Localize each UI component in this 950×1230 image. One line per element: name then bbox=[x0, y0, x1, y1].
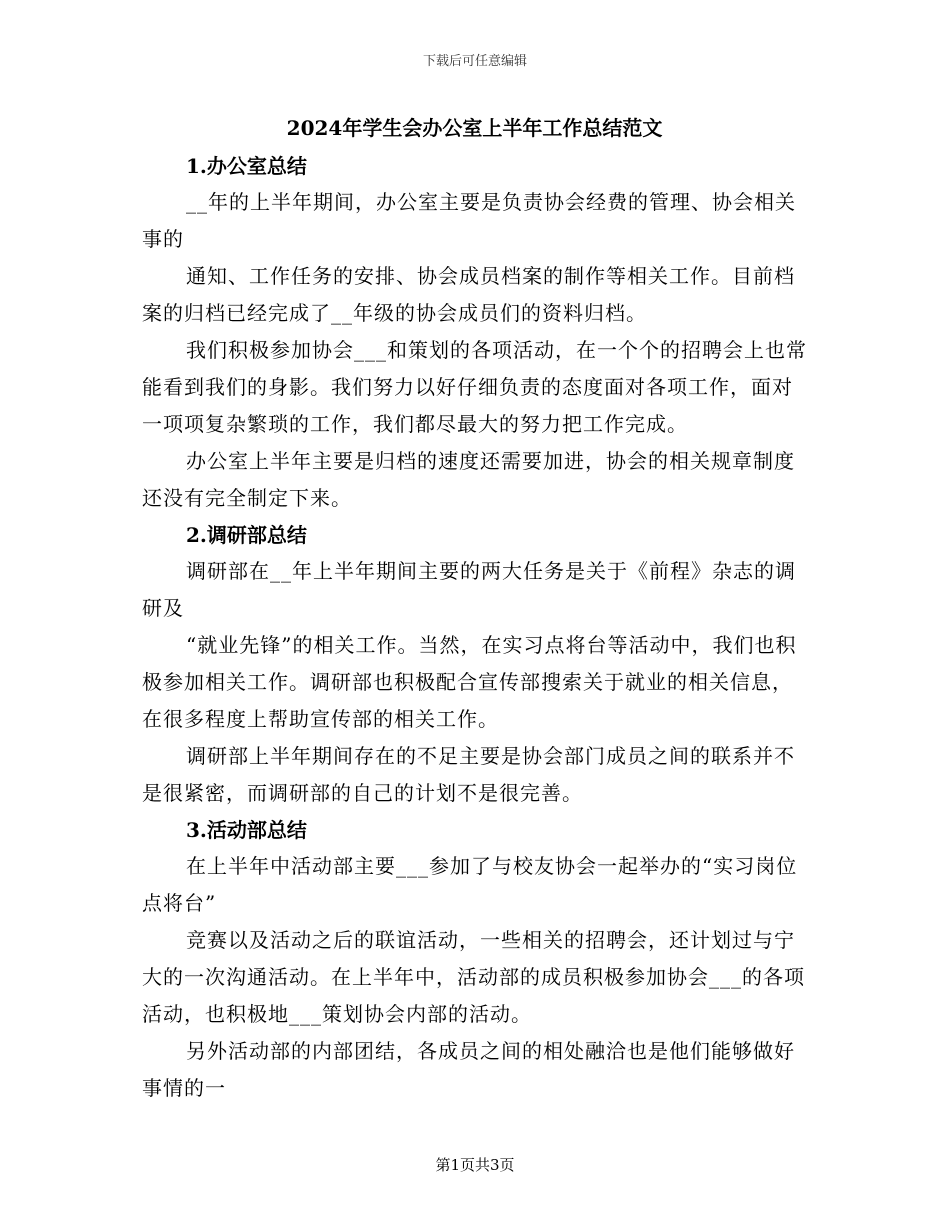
page-number: 第1页共3页 bbox=[435, 1156, 515, 1174]
paragraph: 我们积极参加协会___和策划的各项活动，在一个个的招聘会上也常能看到我们的身影。我们努力以好仔细负责的态度面对各项工作，面对一项项复杂繁琐的工作，我们都尽最大的努力把工作完成。 bbox=[142, 338, 807, 436]
section-office-summary bbox=[142, 150, 807, 517]
paragraph: 办公室上半年主要是归档的速度还需要加进，协会的相关规章制度还没有完全制定下来。 bbox=[142, 449, 795, 510]
paragraph: 调研部上半年期间存在的不足主要是协会部门成员之间的联系并不是很紧密，而调研部的自己的计划不是很完善。 bbox=[142, 744, 795, 805]
paragraph: “就业先锋”的相关工作。当然，在实习点将台等活动中，我们也积极参加相关工作。调研部也积极配合宣传部搜索关于就业的相关信息，在很多程度上帮助宣传部的相关工作。 bbox=[142, 633, 797, 731]
document-title: 2024年学生会办公室上半年工作总结范文 bbox=[286, 116, 663, 140]
paragraph: 竞赛以及活动之后的联谊活动，一些相关的招聘会，还计划过与宁大的一次沟通活动。在上半年中，活动部的成员积极参加协会___的各项活动，也积极地___策划协会内部的活动。 bbox=[142, 928, 805, 1026]
section-heading: 2.调研部总结 bbox=[186, 523, 307, 547]
paragraph: 调研部在__年上半年期间主要的两大任务是关于《前程》杂志的调研及 bbox=[142, 559, 796, 620]
section-heading: 1.办公室总结 bbox=[186, 154, 307, 178]
page-header-note: 下载后可任意编辑 bbox=[422, 54, 527, 69]
document-body bbox=[142, 112, 807, 1107]
section-research-summary bbox=[142, 519, 807, 812]
section-activity-summary bbox=[142, 814, 807, 1107]
paragraph: 通知、工作任务的安排、协会成员档案的制作等相关工作。目前档案的归档已经完成了__年级的协会成员们的资料归档。 bbox=[142, 264, 795, 325]
paragraph: __年的上半年期间，办公室主要是负责协会经费的管理、协会相关事的 bbox=[142, 190, 796, 251]
section-heading: 3.活动部总结 bbox=[186, 818, 307, 842]
paragraph: 另外活动部的内部团结，各成员之间的相处融洽也是他们能够做好事情的一 bbox=[142, 1039, 795, 1100]
paragraph: 在上半年中活动部主要___参加了与校友协会一起举办的“实习岗位点将台” bbox=[142, 854, 798, 915]
